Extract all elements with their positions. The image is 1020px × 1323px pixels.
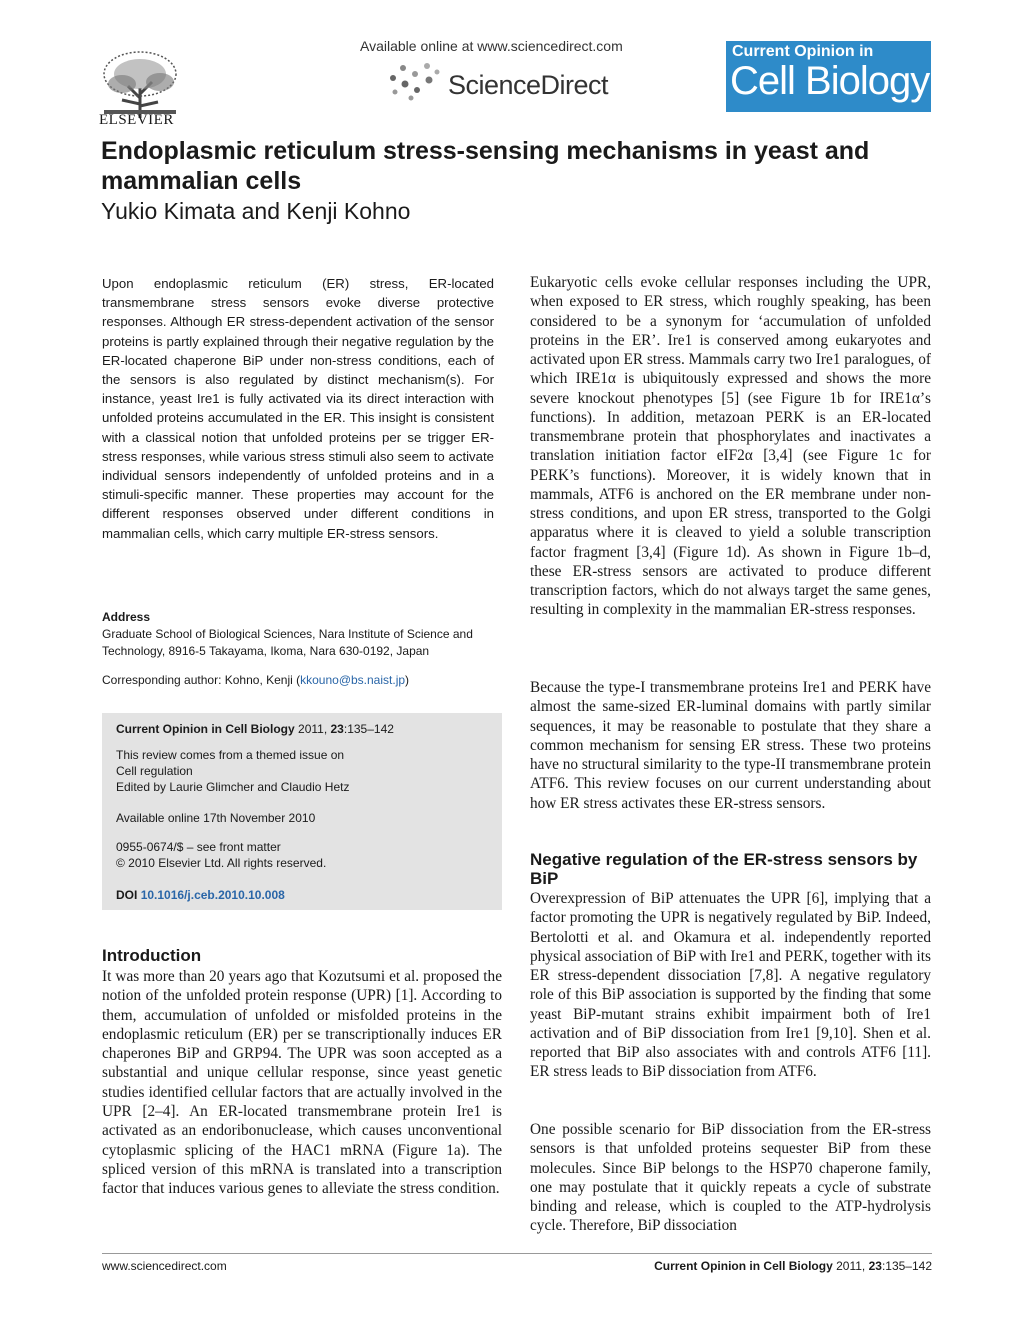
article-info-box [102,713,502,910]
journal-logo-top: Current Opinion in [732,43,874,60]
info-copyright: © 2010 Elsevier Ltd. All rights reserved. [116,856,327,870]
info-editors: Edited by Laurie Glimcher and Claudio Hetz [116,780,350,794]
info-citation [116,721,496,737]
info-year: 2011, [298,722,328,736]
introduction-paragraph: It was more than 20 years ago that Kozutsumi et al. proposed the notion of the unfolded protein response (UPR) [1]. According to them, accumulation of unfolded or misfolded proteins in the endoplasmic reticulum (ER) per se transcriptionally induces ER chaperones BiP and GRP94. The UPR was soon accepted as a substantial and unique cellular response, since yeast genetic studies identified cellular factors that are actually involved in the UPR [2–4]. An ER-located transmembrane protein Ire1 is activated as an endoribonuclease, which causes unconventional cytoplasmic splicing of the HAC1 mRNA (Figure 1a). The spliced version of this mRNA is translated into a transcription factor that induces various genes to alleviate the stress condition. [102,968,502,1198]
abstract: Upon endoplasmic reticulum (ER) stress, ER-located transmembrane stress sensors evoke diverse protective responses. Although ER stress-dependent activation of the sensor proteins is partly explained through their negative regulation by the ER-located chaperone BiP under non-stress conditions, each of the sensors is also regulated by distinct mechanism(s). For instance, yeast Ire1 is fully activated via its direct interaction with unfolded proteins accumulated in the ER. This insight is consistent with a classical notion that unfolded proteins per se trigger ER-stress responses, while various stress stimuli also seem to activate individual sensors independently of unfolded proteins and in a stimuli-specific manner. These properties may account for the different responses observed under different conditions in mammalian cells, which carry multiple ER-stress sensors. [102,276,494,541]
footer-journal: Current Opinion in Cell Biology [654,1259,833,1273]
body-paragraph-1: Eukaryotic cells evoke cellular responses including the UPR, when exposed to ER stress, which roughly speaking, has been considered to be a synonym for ‘accumulation of unfolded proteins in the ER’. Ire1 is conserved among eukaryotes and activated upon ER stress. Mammals carry two Ire1 paralogues, of which IRE1α is ubiquitously expressed and shows the more severe knockout phenotypes [5] (see Figure 1b for IRE1α’s functions). In addition, metazoan PERK is an ER-located transmembrane protein that phosphorylates and inactivates a translation initiation factor eIF2α [3,4] (see Figure 1c for PERK’s functions). Moreover, it is widely known that in mammals, ATF6 is anchored on the ER membrane under non-stress conditions, and upon ER stress, transported to the Golgi apparatus where it is cleaved to yield a soluble transcription factor fragment [3,4] (Figure 1d). As shown in Figure 1b–d, these ER-stress sensors are activated to produce different transcription factors, which do not always target the same genes, resulting in complexity in the mammalian ER-stress responses. [530,274,931,619]
publisher-name: ELSEVIER [99,112,174,128]
corresponding-label: Corresponding author: Kohno, Kenji ( [102,673,301,687]
address-text: Graduate School of Biological Sciences, Nara Institute of Science and Technology, 8916-5 Takayama, Ikoma, Nara 630-0192, Japan [102,627,473,658]
footer-pages: :135–142 [881,1259,932,1273]
footer-volume: 23 [868,1259,882,1273]
info-doi-label: DOI [116,888,138,902]
footer-year: 2011, [836,1259,866,1273]
info-pages: :135–142 [343,722,394,736]
sciencedirect-logo-text: ScienceDirect [448,70,609,100]
corresponding-author [102,673,502,687]
available-online-text: Available online at www.sciencedirect.com [360,38,623,54]
info-doi [116,887,496,903]
footer-divider [102,1253,932,1254]
journal-logo [726,41,931,112]
info-issn: 0955-0674/$ – see front matter [116,840,281,854]
address-heading: Address [102,610,151,624]
sciencedirect-dots-icon [385,58,445,102]
doi-link[interactable]: 10.1016/j.ceb.2010.10.008 [140,888,285,902]
info-journal: Current Opinion in Cell Biology [116,722,295,736]
info-available-date: Available online 17th November 2010 [116,811,316,825]
corresponding-close: ) [405,673,410,687]
body-paragraph-4: One possible scenario for BiP dissociation from the ER-stress sensors is that unfolded proteins sequester BiP from these molecules. Since BiP belongs to the HSP70 chaperone family, one may postulate that it quickly repeats a cycle of substrate binding and release, which is coupled to the ATP-hydrolysis cycle. Therefore, BiP dissociation [530,1121,931,1235]
section-heading-bip: Negative regulation of the ER-stress sensors by BiP [530,850,918,888]
footer-citation [600,1259,932,1273]
journal-logo-name: Cell Biology [730,59,930,103]
introduction-heading: Introduction [102,946,202,965]
footer-website[interactable]: www.sciencedirect.com [102,1259,227,1273]
body-paragraph-3: Overexpression of BiP attenuates the UPR [6], implying that a factor promoting the UPR is negatively regulated by BiP. Indeed, Bertolotti et al. and Okamura et al. independently reported physical association of BiP with Ire1 and PERK, together with its ER stress-dependent dissociation [7,8]. A negative regulatory role of this BiP association is supported by the finding that some yeast BiP-mutant strains exhibit impairment both of Ire1 activation and of BiP dissociation from Ire1 [9,10]. Shen et al. reported that BiP also associates with and controls ATF6 [11]. ER stress leads to BiP dissociation from ATF6. [530,890,931,1081]
info-theme-line: This review comes from a themed issue on [116,748,345,762]
article-authors: Yukio Kimata and Kenji Kohno [101,198,411,224]
info-volume: 23 [330,722,344,736]
corresponding-email-link[interactable]: kkouno@bs.naist.jp [300,673,406,687]
info-theme-name: Cell regulation [116,764,193,778]
body-paragraph-2: Because the type-I transmembrane proteins Ire1 and PERK have almost the same-sized ER-luminal domains with partly similar sequences, it may be reasonable to postulate that they share a common mechanism for sensing ER stress. These two proteins have no structural similarity to the type-II transmembrane protein ATF6. This review focuses on our current understanding about how ER stress activates these ER-stress sensors. [530,679,931,812]
article-title: Endoplasmic reticulum stress-sensing mechanisms in yeast and mammalian cells [101,137,870,195]
